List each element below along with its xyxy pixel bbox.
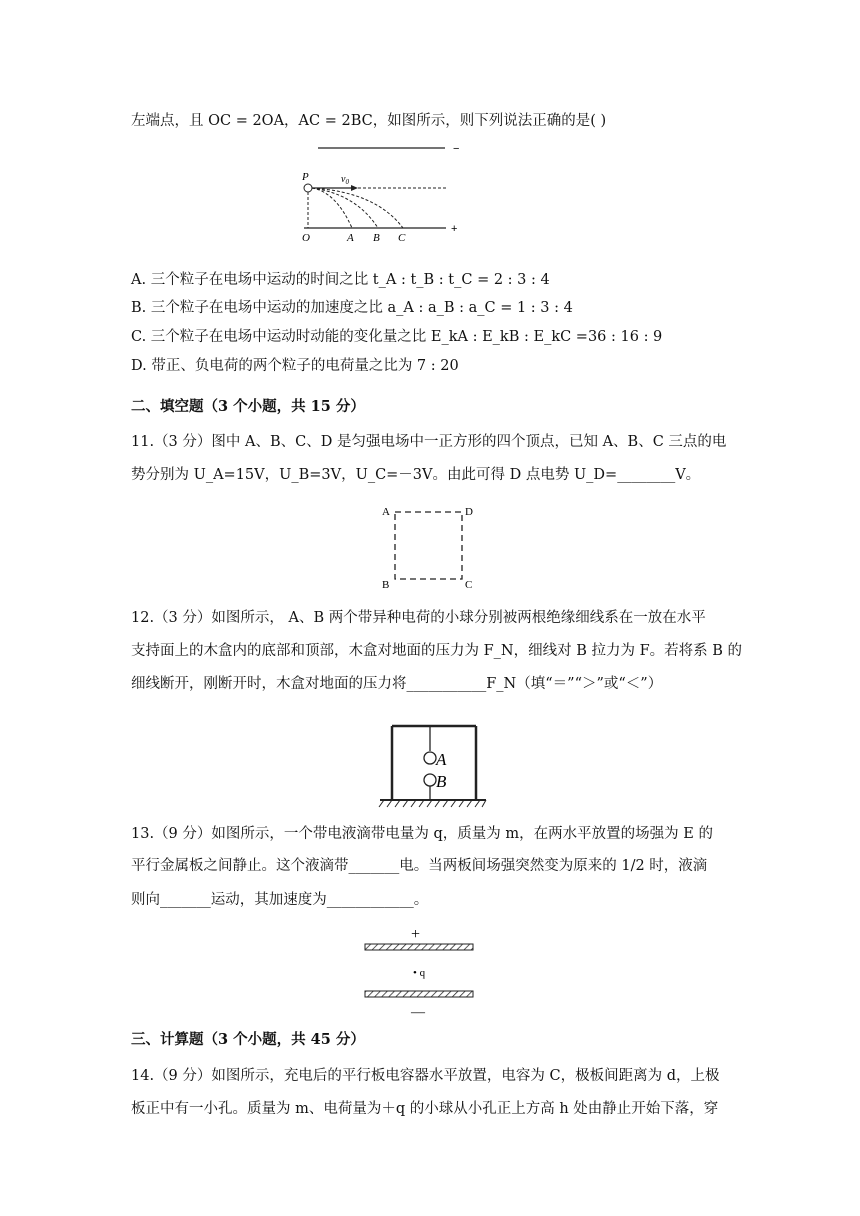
ball-b-label: B xyxy=(436,772,447,791)
q10-option-d: D. 带正、负电荷的两个粒子的电荷量之比为 7 : 20 xyxy=(131,358,459,374)
point-o-label: O xyxy=(302,232,310,244)
q12-line3: 细线断开，刚断开时，木盒对地面的压力将___________F_N（填“＝”“＞”或“＜”） xyxy=(131,676,663,692)
q10-option-c: C. 三个粒子在电场中运动时动能的变化量之比 E_kA : E_kB : E_kC =36 : 16 : 9 xyxy=(131,329,663,345)
wooden-box-figure xyxy=(378,718,488,810)
q14-line1: 14.（9 分）如图所示，充电后的平行板电容器水平放置，电容为 C，极板间距离为 d，上极 xyxy=(131,1068,720,1084)
q11-line1: 11.（3 分）图中 A、B、C、D 是匀强电场中一正方形的四个顶点，已知 A、B、C 三点的电 xyxy=(131,434,727,450)
q10-stem: 左端点，且 OC = 2OA，AC = 2BC，如图所示，则下列说法正确的是( ) xyxy=(131,113,607,129)
vertex-b-label: B xyxy=(382,579,390,591)
vertex-a-label: A xyxy=(382,506,390,518)
q14-line2: 板正中有一小孔。质量为 m、电荷量为＋q 的小球从小孔正上方高 h 处由静止开始下落，穿 xyxy=(131,1101,719,1117)
q10-option-a: A. 三个粒子在电场中运动的时间之比 t_A : t_B : t_C = 2 : 3 : 4 xyxy=(131,272,550,288)
q13-line1: 13.（9 分）如图所示，一个带电液滴带电量为 q，质量为 m，在两水平放置的场强为 E 的 xyxy=(131,826,713,842)
point-b-label: B xyxy=(373,232,380,244)
q12-line1: 12.（3 分）如图所示， A、B 两个带异种电荷的小球分别被两根绝缘细线系在一放在水平 xyxy=(131,610,706,626)
minus-plate-label: − xyxy=(453,143,460,155)
plus-plate-label: + xyxy=(451,223,458,235)
point-p-label: P xyxy=(302,171,309,183)
particle-trajectory-figure xyxy=(296,140,466,248)
bottom-plate-minus: — xyxy=(411,1005,425,1020)
q13-line3: 则向_______运动，其加速度为____________。 xyxy=(131,892,429,908)
top-plate-plus: + xyxy=(411,926,421,943)
ball-a-label: A xyxy=(436,750,447,769)
droplet-q-label: • q xyxy=(413,967,426,979)
v0-label: $v_0$ xyxy=(341,174,349,186)
point-a-label: A xyxy=(347,232,354,244)
vertex-d-label: D xyxy=(465,506,473,518)
q12-line2: 支持面上的木盒内的底部和顶部，木盒对地面的压力为 F_N，细线对 B 拉力为 F。若将系 B 的 xyxy=(131,643,743,659)
q10-option-b: B. 三个粒子在电场中运动的加速度之比 a_A : a_B : a_C = 1 : 3 : 4 xyxy=(131,300,573,316)
q11-line2: 势分别为 U_A=15V，U_B=3V，U_C=－3V。由此可得 D 点电势 U_D=________V。 xyxy=(131,467,701,483)
section3-title: 三、计算题（3 个小题，共 45 分） xyxy=(131,1031,365,1048)
point-c-label: C xyxy=(398,232,406,244)
vertex-c-label: C xyxy=(465,579,473,591)
parallel-plates-figure xyxy=(362,924,477,1020)
square-abcd-figure xyxy=(378,500,478,592)
q13-line2: 平行金属板之间静止。这个液滴带_______电。当两板间场强突然变为原来的 1/2 时，液滴 xyxy=(131,858,708,874)
section2-title: 二、填空题（3 个小题，共 15 分） xyxy=(131,398,365,415)
